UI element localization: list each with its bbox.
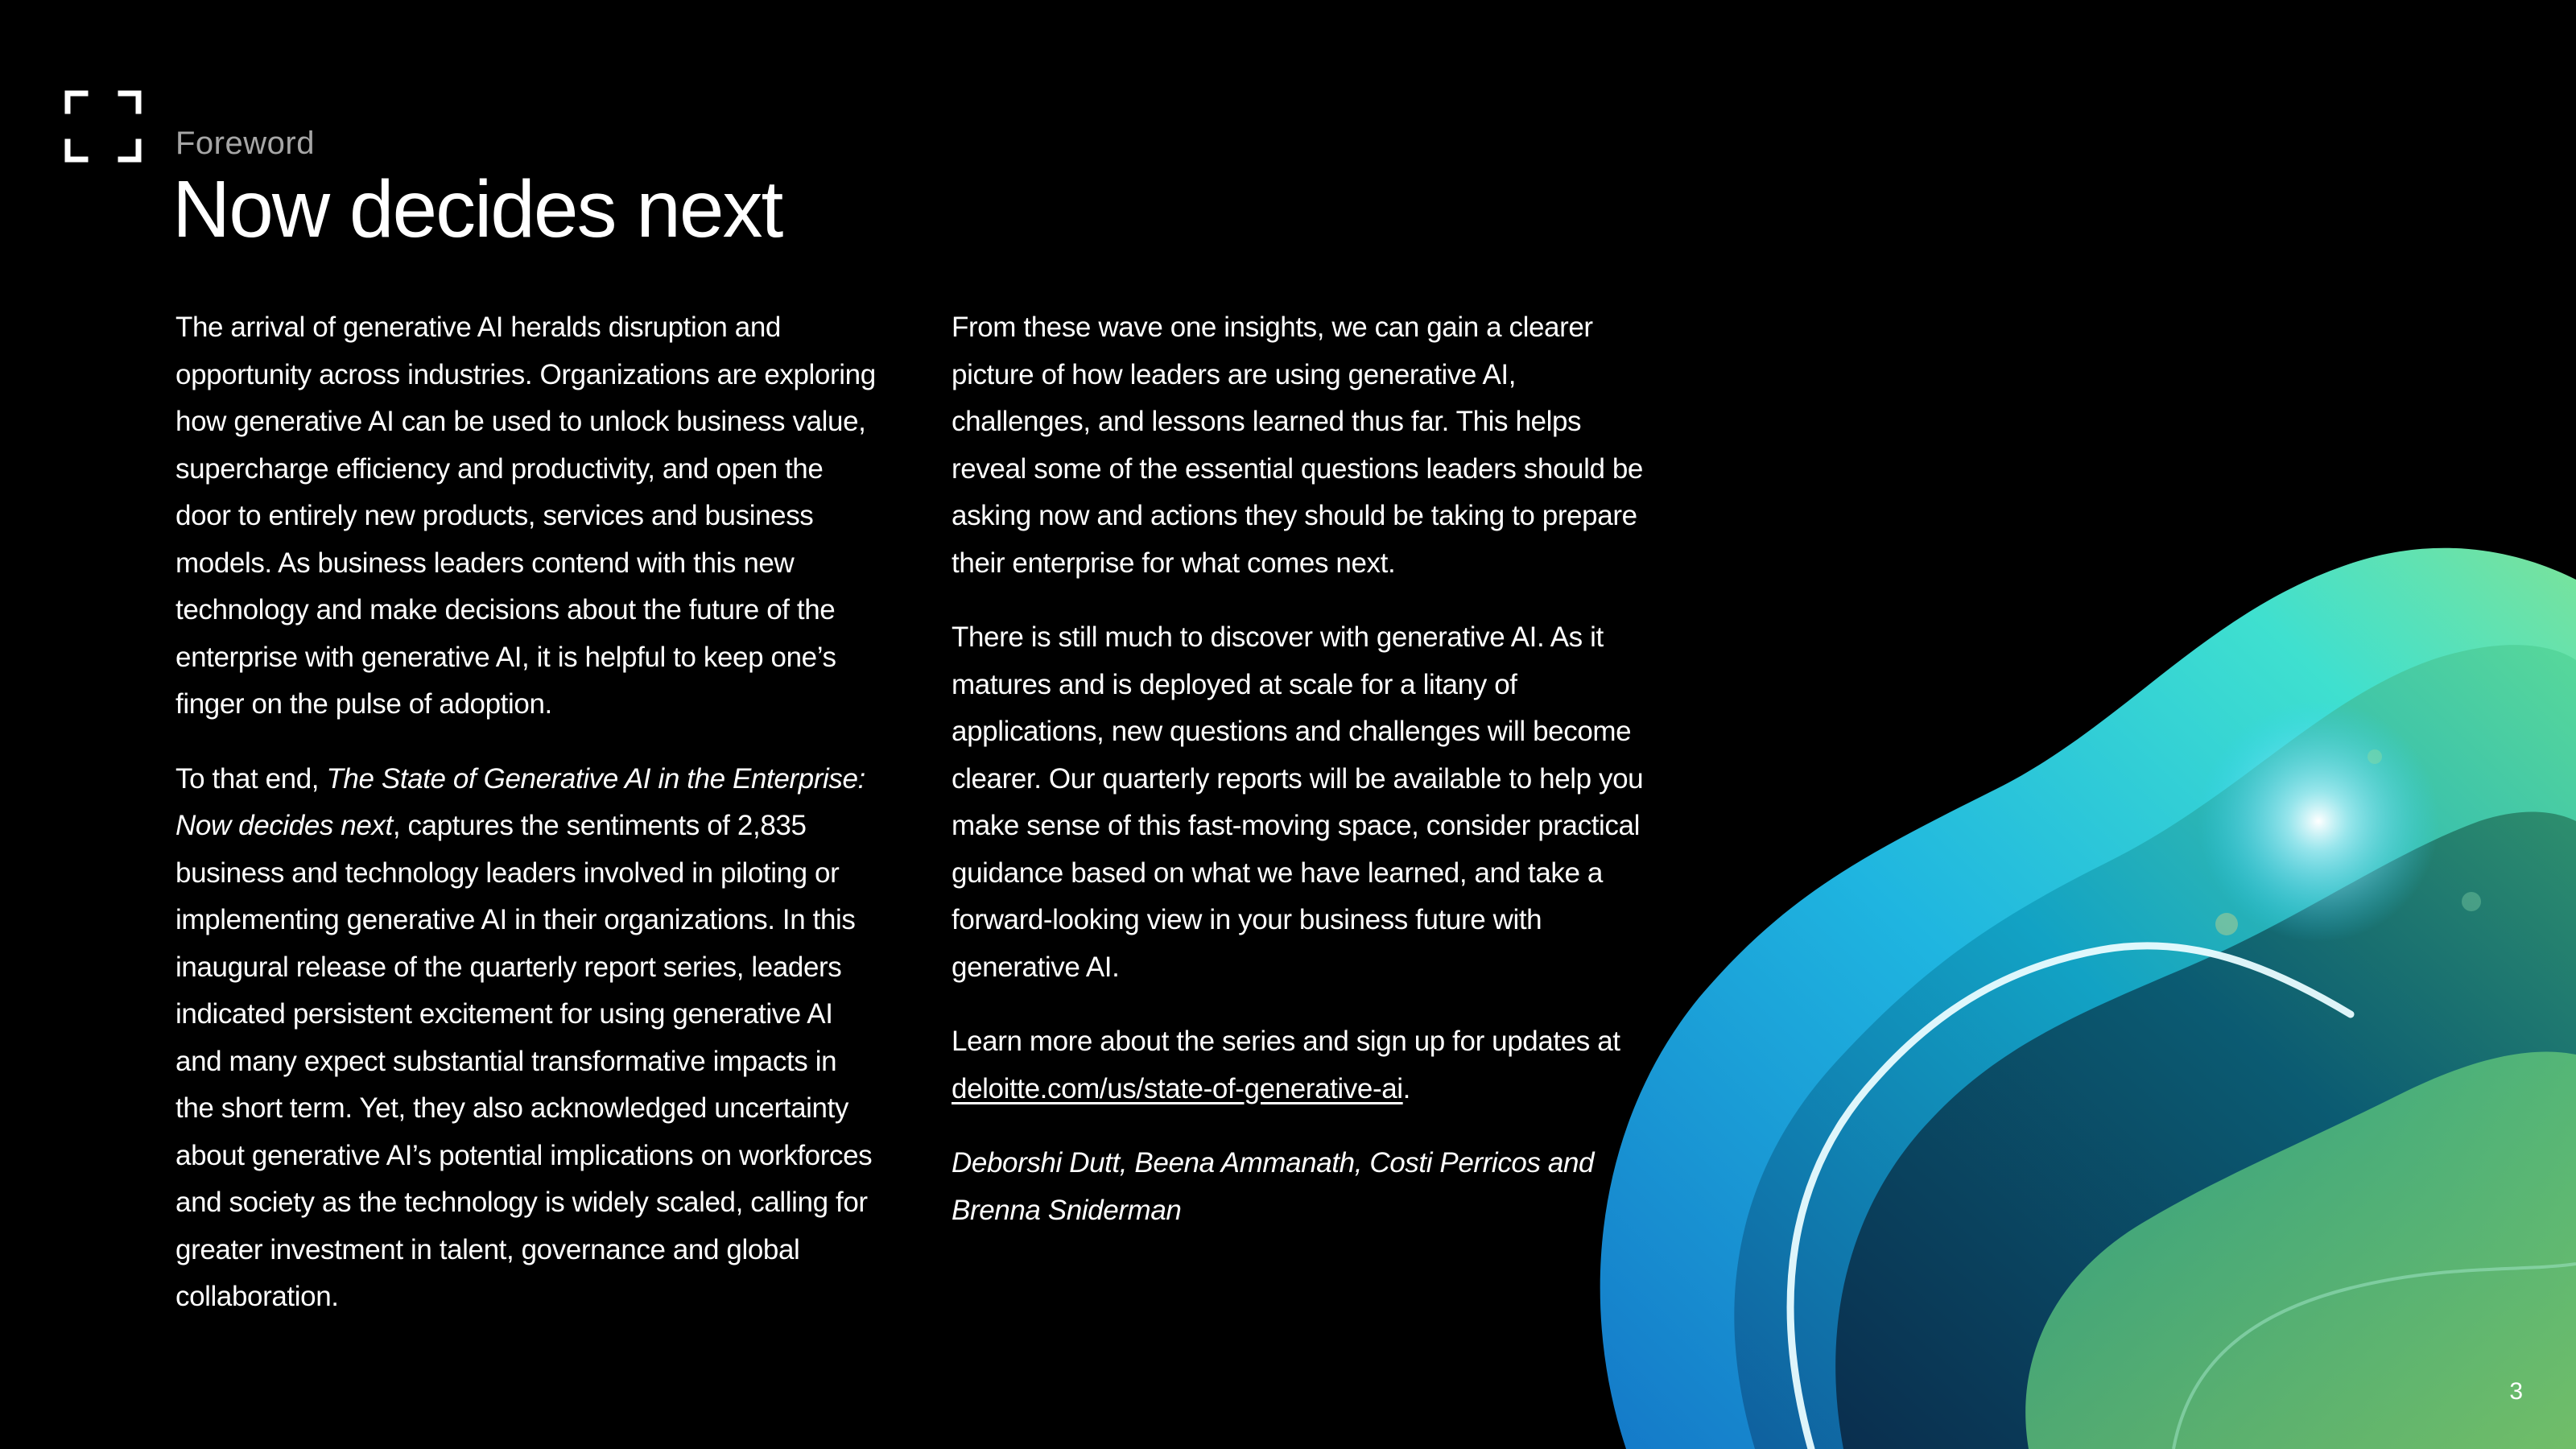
report-title: The State of Generative AI in the Enterprise: Now decides next	[175, 762, 865, 841]
series-link[interactable]: deloitte.com/us/state-of-generative-ai	[952, 1072, 1403, 1104]
abstract-wave-artwork	[1578, 515, 2576, 1449]
page-title: Now decides next	[172, 164, 782, 254]
intro-paragraph: The arrival of generative AI heralds disruption and opportunity across industries. Organizations are exploring how generative AI can be used to unlock business value, supercharge efficiency and productivity, and open the door to entirely new products, services and business models. As business leaders contend with this new technology and make decisions about the future of the enterprise with generative AI, it is helpful to keep one’s finger on the pulse of adoption.	[175, 312, 876, 720]
learn-more-paragraph	[952, 1018, 1660, 1113]
left-column	[175, 304, 876, 1348]
report-paragraph-rest: , captures the sentiments of 2,835 business and technology leaders involved in piloting or implementing generative AI in their organizations. In this inaugural release of the quarterly report series, leaders indicated persistent excitement for using generative AI and many expect substantial transformative impacts in the short term. Yet, they also acknowledged uncertainty about generative AI’s potential implications on workforces and society as the technology is widely scaled, calling for greater investment in talent, governance and global collaboration.	[175, 810, 873, 1312]
authors-credit: Deborshi Dutt, Beena Ammanath, Costi Perricos and Brenna Sniderman	[952, 1147, 1595, 1226]
learn-more-text: Learn more about the series and sign up for updates at	[952, 1026, 1620, 1057]
right-column	[952, 304, 1660, 1261]
frame-corners-icon	[64, 90, 142, 163]
learn-more-period: .	[1402, 1072, 1410, 1104]
report-paragraph	[175, 756, 876, 1321]
section-eyebrow: Foreword	[175, 126, 315, 161]
report-paragraph-lead: To that end,	[175, 762, 327, 795]
discover-paragraph: There is still much to discover with generative AI. As it matures and is deployed at scale for a litany of applications, new questions and challenges will become clearer. Our quarterly reports will be available to help you make sense of this fast-moving space, consider practical guidance based on what we have learned, and take a forward-looking view in your business future with generative AI.	[952, 621, 1644, 983]
page-number: 3	[2509, 1378, 2523, 1405]
insights-paragraph: From these wave one insights, we can gain a clearer picture of how leaders are using generative AI, challenges, and lessons learned thus far. This helps reveal some of the essential questions leaders should be asking now and actions they should be taking to prepare their enterprise for what comes next.	[952, 312, 1643, 579]
